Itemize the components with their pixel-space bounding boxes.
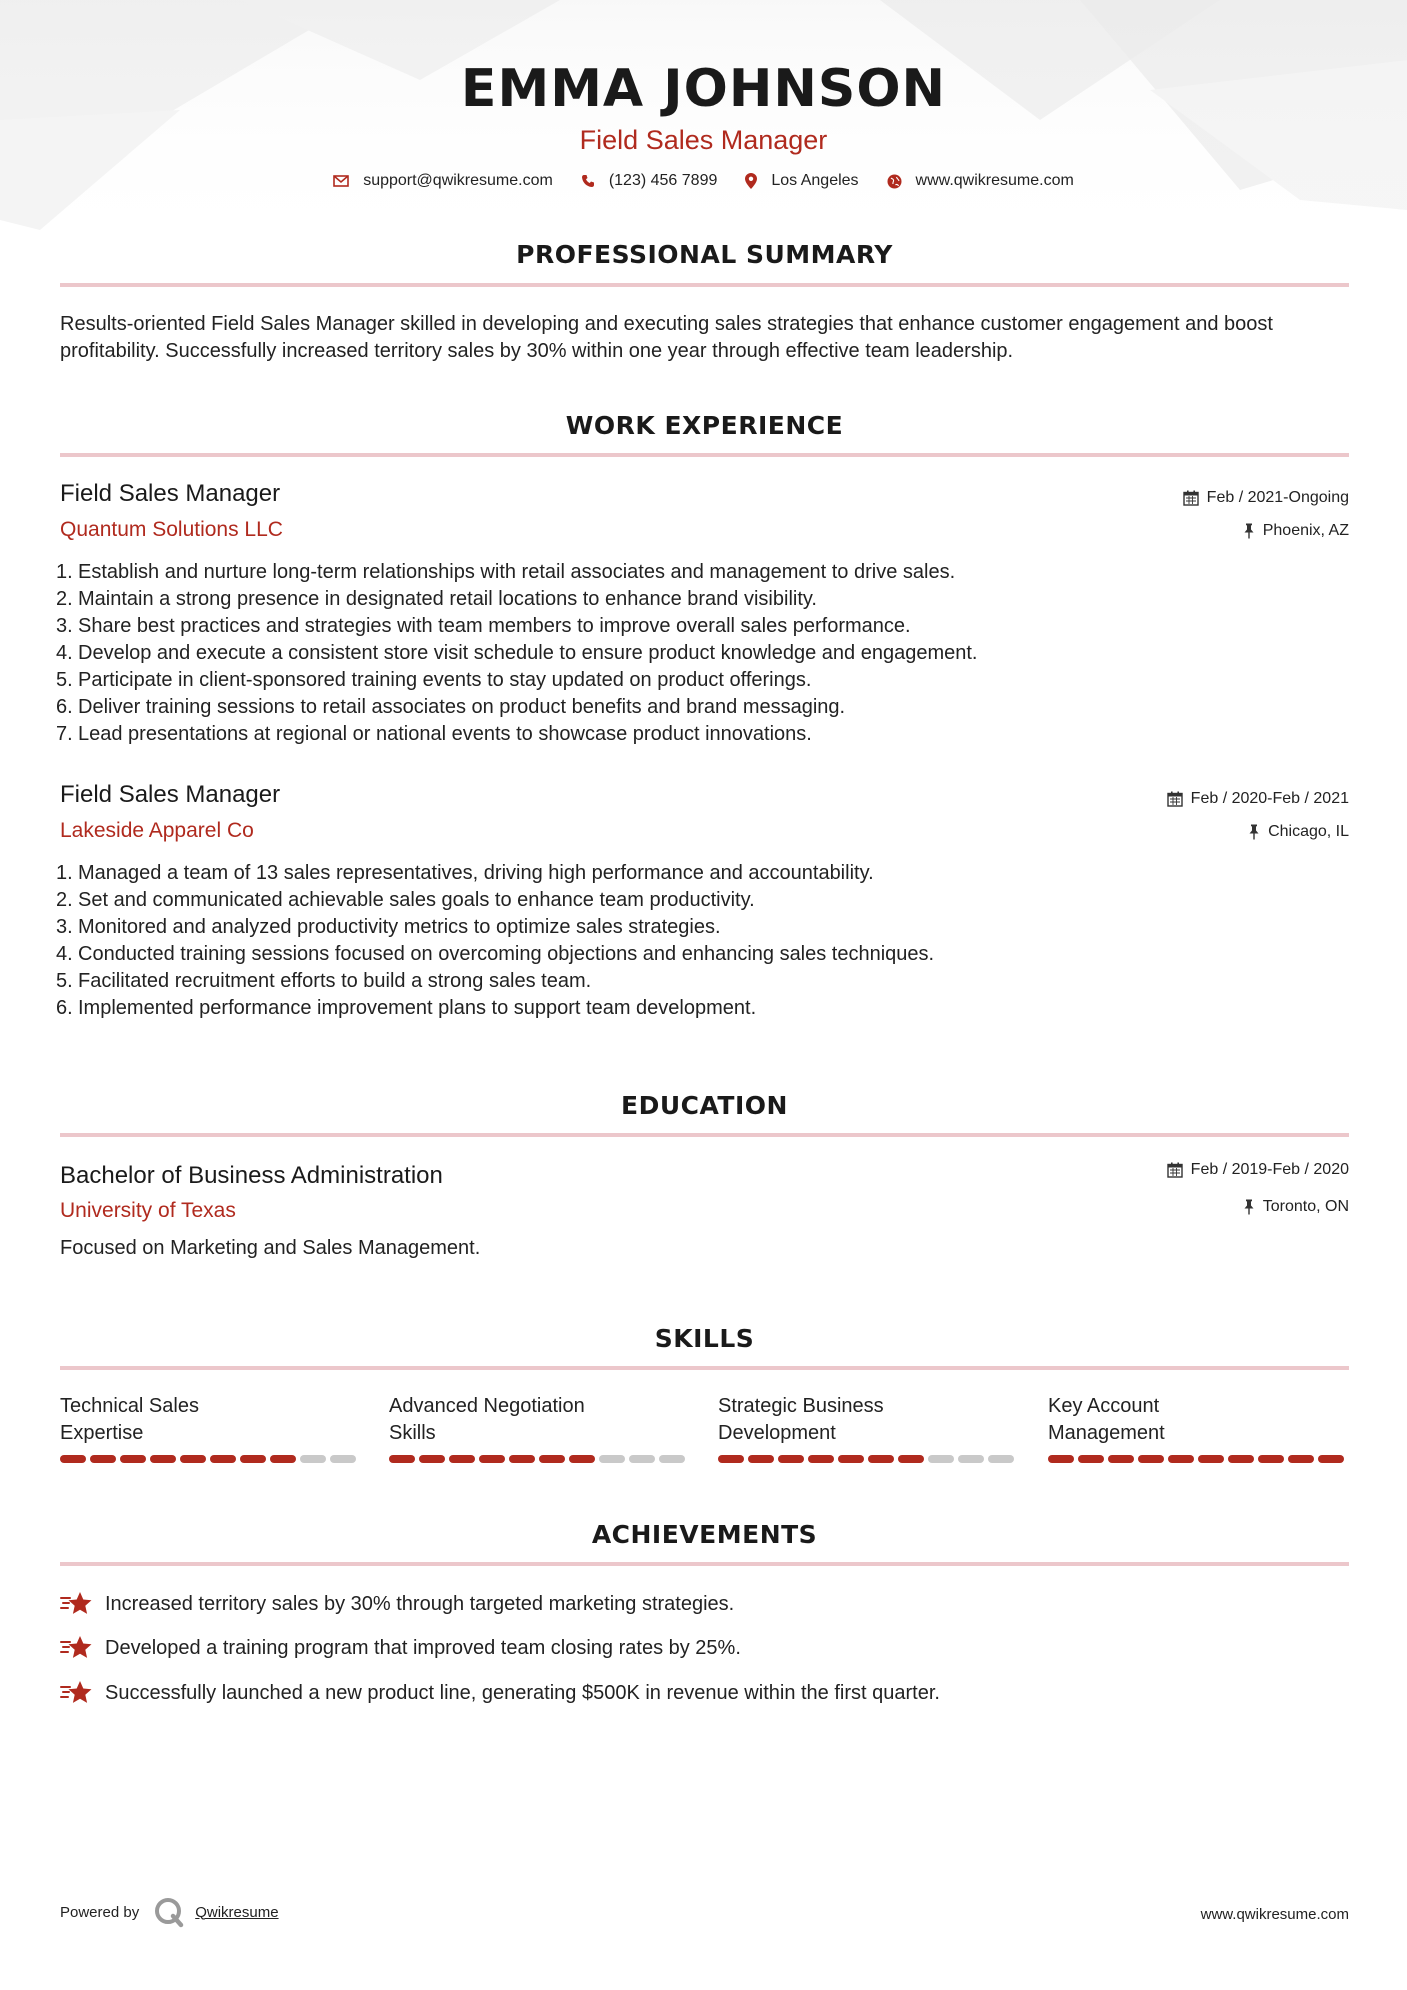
skill-segment-empty [330,1455,356,1463]
skill-level-bar [718,1455,1018,1463]
job-dates-text: Feb / 2021-Ongoing [1206,489,1349,506]
skill-segment-filled [1318,1455,1344,1463]
education-heading: EDUCATION [621,1091,788,1120]
resume-header [0,56,1407,156]
job-location [1248,823,1349,841]
skill-segment-filled [718,1455,744,1463]
duty-item: 4. Develop and execute a consistent store visit schedule to ensure product knowledge and engagement. [56,642,978,664]
skill-segment-filled [419,1455,445,1463]
duty-item: 6. Implemented performance improvement plans to support team development. [56,997,757,1019]
skill-segment-empty [928,1455,954,1463]
skill-segment-filled [1108,1455,1134,1463]
skill-segment-filled [1258,1455,1284,1463]
skill-item [1048,1393,1348,1463]
experience-divider [60,453,1349,457]
duty-item: 3. Monitored and analyzed productivity metrics to optimize sales strategies. [56,916,721,938]
achievement-item [60,1679,940,1707]
education-description: Focused on Marketing and Sales Management. [60,1237,481,1259]
skill-segment-filled [479,1455,505,1463]
skill-segment-filled [1288,1455,1314,1463]
education-location-text: Toronto, ON [1262,1198,1349,1215]
skill-name: Key Account Management [1048,1395,1165,1444]
job-dates-text: Feb / 2020-Feb / 2021 [1190,790,1349,807]
contact-phone[interactable] [581,172,718,190]
skill-segment-filled [270,1455,296,1463]
skill-segment-filled [1228,1455,1254,1463]
skill-item [60,1393,360,1463]
powered-by-label: Powered by [60,1903,140,1921]
pushpin-icon [1243,1199,1255,1215]
skill-segment-empty [958,1455,984,1463]
star-award-icon [60,1634,93,1662]
experience-heading: WORK EXPERIENCE [565,411,844,440]
skill-item [718,1393,1018,1463]
skill-segment-filled [449,1455,475,1463]
skill-level-bar [1048,1455,1348,1463]
skill-segment-filled [898,1455,924,1463]
job-dates [1183,489,1349,507]
duty-item: 5. Participate in client-sponsored training events to stay updated on product offerings. [56,669,812,691]
skill-segment-filled [1048,1455,1074,1463]
job-location-text: Chicago, IL [1268,823,1349,840]
achievement-item [60,1634,741,1662]
skill-segment-filled [150,1455,176,1463]
education-dates [1167,1161,1349,1179]
skill-segment-empty [988,1455,1014,1463]
skill-segment-filled [120,1455,146,1463]
skill-segment-filled [569,1455,595,1463]
achievement-text: Developed a training program that improved team closing rates by 25%. [105,1636,741,1659]
phone-icon [581,174,595,188]
achievement-text: Increased territory sales by 30% through targeted marketing strategies. [105,1592,735,1615]
duty-item: 1. Establish and nurture long-term relationships with retail associates and management to drive sales. [56,561,956,583]
skill-segment-filled [1138,1455,1164,1463]
achievement-item [60,1590,734,1618]
skill-segment-filled [778,1455,804,1463]
skill-segment-filled [60,1455,86,1463]
job-location-text: Phoenix, AZ [1262,522,1349,539]
contact-bar [0,172,1407,190]
duty-item: 5. Facilitated recruitment efforts to build a strong sales team. [56,970,592,992]
skill-segment-filled [1078,1455,1104,1463]
location-text: Los Angeles [771,172,859,189]
candidate-name: EMMA JOHNSON [460,59,947,119]
skill-segment-empty [300,1455,326,1463]
duty-item: 3. Share best practices and strategies with team members to improve overall sales performance. [56,615,911,637]
calendar-icon [1167,1162,1183,1178]
duty-item: 6. Deliver training sessions to retail associates on product benefits and brand messaging. [56,696,846,718]
skill-segment-filled [240,1455,266,1463]
achievements-divider [60,1562,1349,1566]
brand-link[interactable]: Qwikresume [195,1903,279,1921]
skill-segment-empty [629,1455,655,1463]
school-name: University of Texas [60,1199,236,1222]
skill-segment-filled [1168,1455,1194,1463]
skill-segment-filled [210,1455,236,1463]
skill-segment-filled [389,1455,415,1463]
skill-name: Advanced Negotiation Skills [389,1395,585,1444]
skill-segment-filled [509,1455,535,1463]
skill-segment-filled [539,1455,565,1463]
job-duties-list [56,559,1346,748]
star-award-icon [60,1679,93,1707]
pushpin-icon [1248,824,1260,840]
contact-email[interactable] [333,172,553,190]
achievement-text: Successfully launched a new product line, generating $500K in revenue within the first quarter. [105,1681,940,1704]
contact-location [745,172,858,190]
education-divider [60,1133,1349,1137]
achievements-heading: ACHIEVEMENTS [591,1520,818,1549]
email-text: support@qwikresume.com [363,172,553,189]
job-title: Field Sales Manager [60,781,281,808]
phone-text: (123) 456 7899 [608,172,718,189]
skills-heading: SKILLS [654,1324,755,1353]
candidate-title: Field Sales Manager [579,125,828,155]
duty-item: 2. Maintain a strong presence in designated retail locations to enhance brand visibility. [56,588,817,610]
star-award-icon [60,1590,93,1618]
calendar-icon [1183,490,1199,506]
skill-segment-filled [808,1455,834,1463]
skill-segment-filled [868,1455,894,1463]
company-name: Quantum Solutions LLC [60,518,283,541]
qwikresume-logo-icon [153,1896,185,1928]
pushpin-icon [1243,523,1255,539]
job-dates [1167,790,1349,808]
globe-icon [887,174,902,189]
skill-level-bar [60,1455,360,1463]
footer-website[interactable]: www.qwikresume.com [1200,1906,1349,1923]
skill-item [389,1393,689,1463]
contact-website[interactable] [887,172,1074,190]
website-text: www.qwikresume.com [915,172,1074,189]
skill-segment-filled [838,1455,864,1463]
envelope-icon [333,175,349,187]
duty-item: 7. Lead presentations at regional or national events to showcase product innovations. [56,723,812,745]
summary-text: Results-oriented Field Sales Manager skilled in developing and executing sales strategies that enhance customer engagement and boost profitability. Successfully increased territory sales by 30% within one year through effective team leadership. [60,313,1273,362]
skill-segment-filled [180,1455,206,1463]
summary-heading: PROFESSIONAL SUMMARY [516,240,893,269]
job-location [1243,522,1349,540]
company-name: Lakeside Apparel Co [60,819,254,842]
skill-name: Technical Sales Expertise [60,1395,199,1444]
skill-segment-empty [599,1455,625,1463]
degree-title: Bachelor of Business Administration [60,1162,443,1189]
skill-segment-filled [90,1455,116,1463]
map-pin-icon [745,173,757,189]
duty-item: 2. Set and communicated achievable sales goals to enhance team productivity. [56,889,755,911]
calendar-icon [1167,791,1183,807]
duty-item: 1. Managed a team of 13 sales representatives, driving high performance and accountability. [56,862,874,884]
skill-segment-empty [659,1455,685,1463]
skill-name: Strategic Business Development [718,1395,884,1444]
skill-segment-filled [748,1455,774,1463]
skills-divider [60,1366,1349,1370]
skill-segment-filled [1198,1455,1224,1463]
education-location [1243,1198,1349,1216]
duty-item: 4. Conducted training sessions focused on overcoming objections and enhancing sales techniques. [56,943,935,965]
footer-powered-by [60,1896,279,1928]
job-title: Field Sales Manager [60,480,281,507]
job-duties-list [56,860,1346,1022]
summary-divider [60,283,1349,287]
skill-level-bar [389,1455,689,1463]
education-dates-text: Feb / 2019-Feb / 2020 [1190,1161,1349,1178]
